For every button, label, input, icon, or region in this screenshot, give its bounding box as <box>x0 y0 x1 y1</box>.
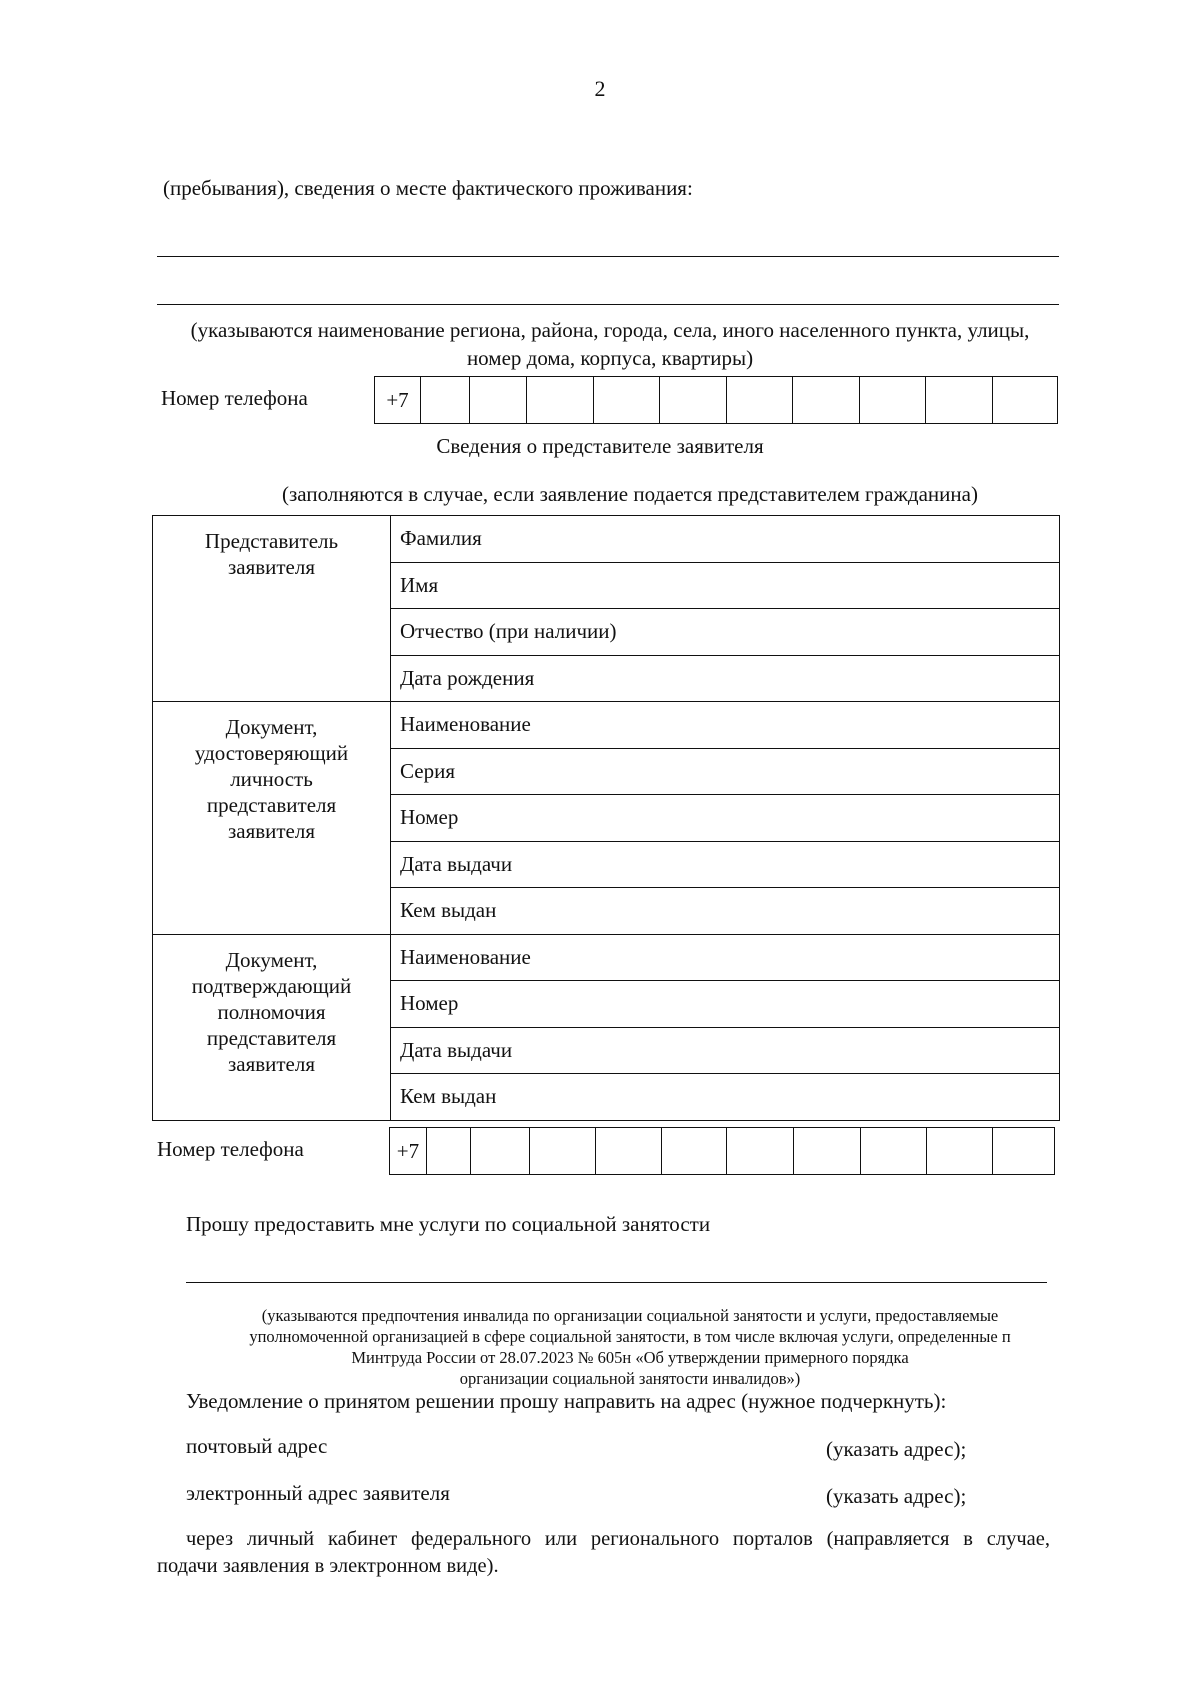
phone-digit-cell[interactable] <box>662 1128 727 1174</box>
field-auth-doc-name[interactable]: Наименование <box>391 934 1060 981</box>
field-auth-doc-issued-by[interactable]: Кем выдан <box>391 1074 1060 1121</box>
group-label-line: заявителя <box>227 555 316 579</box>
table-row <box>153 702 1060 749</box>
field-id-doc-number[interactable]: Номер <box>391 795 1060 842</box>
phone-digit-cell[interactable] <box>727 1128 794 1174</box>
field-id-doc-series[interactable]: Серия <box>391 748 1060 795</box>
phone-digit-cell[interactable] <box>860 377 926 423</box>
phone-digit-cell[interactable] <box>421 377 470 423</box>
group-label-line: представителя <box>206 793 337 817</box>
residence-intro: (пребывания), сведения о месте фактического проживания: <box>163 176 693 200</box>
option-postal-hint: (указать адрес); <box>826 1437 967 1461</box>
page-number: 2 <box>594 76 606 101</box>
field-id-doc-issue-date[interactable]: Дата выдачи <box>391 841 1060 888</box>
request-note <box>150 1305 1110 1389</box>
request-note-line-1: (указываются предпочтения инвалида по организации социальной занятости и услуги, предоставляемые <box>261 1306 999 1325</box>
phone-digit-cell[interactable] <box>471 1128 530 1174</box>
portal-line-2: подачи заявления в электронном виде). <box>157 1555 499 1577</box>
field-name[interactable]: Имя <box>391 562 1060 609</box>
applicant-phone-label: Номер телефона <box>161 386 308 410</box>
portal-line-1[interactable]: через личный кабинет федерального или регионального порталов (направляется в случае, <box>186 1528 1050 1550</box>
phone-digit-cell[interactable] <box>794 1128 861 1174</box>
table-row <box>153 934 1060 981</box>
phone-prefix-cell <box>375 377 421 423</box>
phone-digit-cell[interactable] <box>596 1128 662 1174</box>
request-note-line-2: уполномоченной организацией в сфере социальной занятости, в том числе включая услуги, определенные п <box>249 1327 1011 1346</box>
phone-prefix-cell <box>390 1128 427 1174</box>
request-line[interactable] <box>186 1282 1047 1283</box>
field-id-doc-name[interactable]: Наименование <box>391 702 1060 749</box>
phone-digit-cell[interactable] <box>926 377 993 423</box>
representative-phone-label: Номер телефона <box>157 1137 304 1161</box>
phone-digit-cell[interactable] <box>660 377 727 423</box>
table-row <box>153 516 1060 563</box>
phone-digit-cell[interactable] <box>470 377 527 423</box>
option-email-label[interactable]: электронный адрес заявителя <box>186 1481 450 1505</box>
group-authority-document <box>153 934 391 1120</box>
residence-caption-line-2: номер дома, корпуса, квартиры) <box>466 346 754 370</box>
phone-digit-cell[interactable] <box>993 1128 1054 1174</box>
residence-caption <box>140 316 1080 372</box>
representative-note: (заполняются в случае, если заявление подается представителем гражданина) <box>282 482 978 506</box>
group-label-line: подтверждающий <box>191 973 352 998</box>
field-id-doc-issued-by[interactable]: Кем выдан <box>391 888 1060 935</box>
group-label-line: Документ, <box>225 715 318 739</box>
phone-digit-cell[interactable] <box>594 377 660 423</box>
group-label-line: заявителя <box>227 819 316 843</box>
group-label-line: удостоверяющий <box>194 741 349 765</box>
phone-prefix: +7 <box>396 1138 420 1163</box>
field-birth-date[interactable]: Дата рождения <box>391 655 1060 702</box>
residence-caption-line-1: (указываются наименование региона, района, города, села, иного населенного пункта, улицы, <box>190 318 1030 342</box>
group-label-line: полномочия <box>217 999 326 1024</box>
phone-prefix: +7 <box>386 387 409 412</box>
request-text: Прошу предоставить мне услуги по социальной занятости <box>186 1212 711 1236</box>
phone-digit-cell[interactable] <box>727 377 793 423</box>
group-label-line: представителя <box>206 1025 337 1050</box>
applicant-phone-input[interactable] <box>374 376 1058 424</box>
field-patronymic[interactable]: Отчество (при наличии) <box>391 609 1060 656</box>
notification-intro: Уведомление о принятом решении прошу направить на адрес (нужное подчеркнуть): <box>186 1389 947 1413</box>
field-surname[interactable]: Фамилия <box>391 516 1060 563</box>
phone-digit-cell[interactable] <box>861 1128 928 1174</box>
residence-line-2[interactable] <box>157 304 1059 305</box>
phone-digit-cell[interactable] <box>993 377 1054 423</box>
option-postal-label[interactable]: почтовый адрес <box>186 1434 328 1458</box>
group-identity-document <box>153 702 391 935</box>
group-label-line: заявителя <box>227 1051 316 1076</box>
group-representative <box>153 516 391 702</box>
representative-title: Сведения о представителе заявителя <box>436 434 764 458</box>
request-note-line-3: Минтруда России от 28.07.2023 № 605н «Об утверждении примерного порядка <box>351 1348 909 1367</box>
group-label-line: личность <box>230 767 313 791</box>
representative-table <box>152 515 1060 1121</box>
option-email-hint: (указать адрес); <box>826 1484 967 1508</box>
phone-digit-cell[interactable] <box>530 1128 597 1174</box>
field-auth-doc-number[interactable]: Номер <box>391 981 1060 1028</box>
residence-line-1[interactable] <box>157 256 1059 257</box>
group-label-line: Документ, <box>225 947 318 972</box>
group-label-line: Представитель <box>204 529 339 553</box>
phone-digit-cell[interactable] <box>427 1128 471 1174</box>
phone-digit-cell[interactable] <box>793 377 860 423</box>
request-note-line-4: организации социальной занятости инвалидов») <box>459 1369 801 1388</box>
representative-phone-input[interactable] <box>389 1127 1055 1175</box>
phone-digit-cell[interactable] <box>527 377 594 423</box>
field-auth-doc-issue-date[interactable]: Дата выдачи <box>391 1027 1060 1074</box>
phone-digit-cell[interactable] <box>927 1128 993 1174</box>
